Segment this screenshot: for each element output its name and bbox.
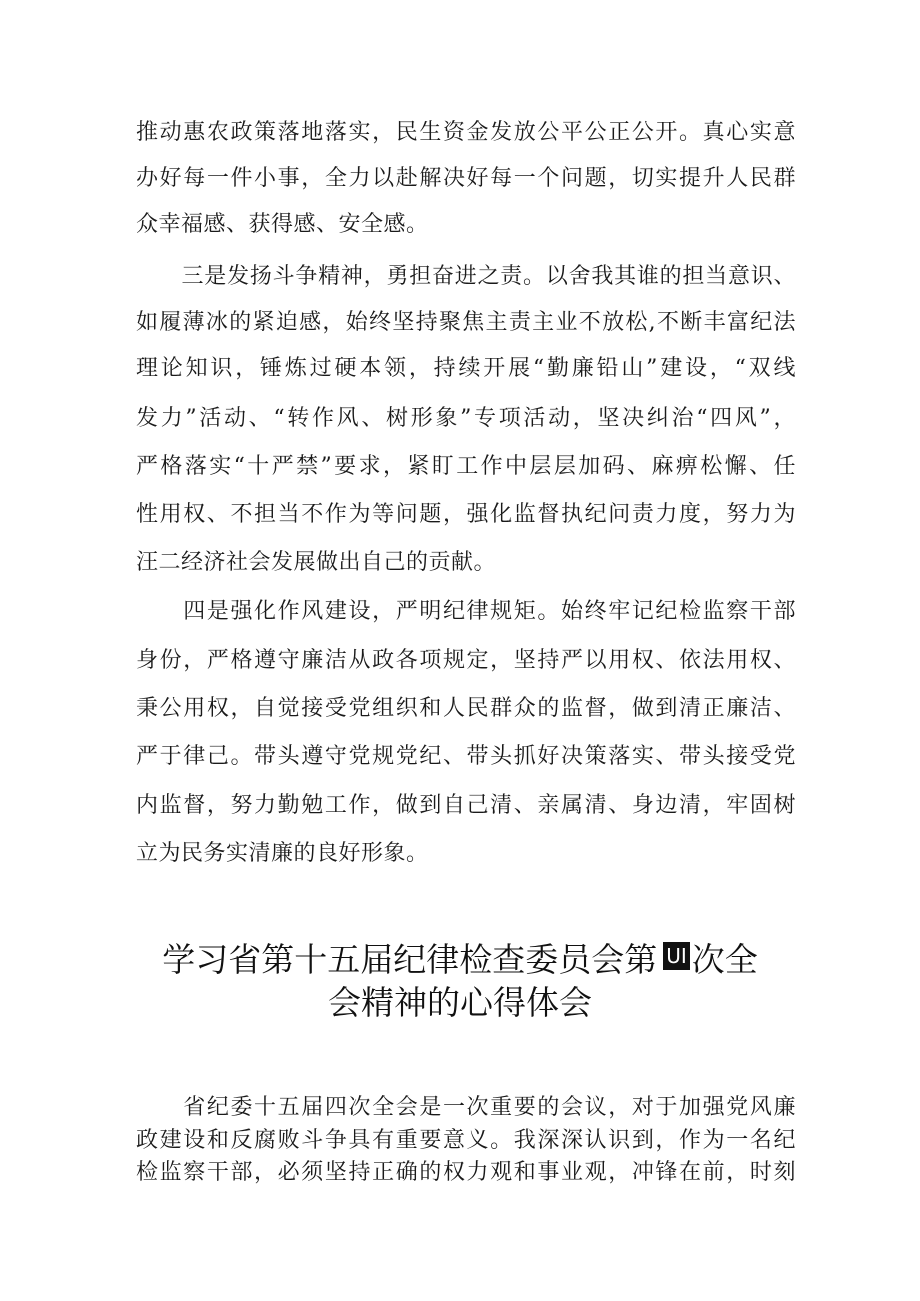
paragraph-line: 四是强化作风建设，严明纪律规矩。始终牢记纪检监察干部 (136, 599, 796, 624)
paragraph-line: 内监督，努力勤勉工作，做到自己清、亲属清、身边清，牢固树 (136, 793, 796, 818)
paragraph-line: 检监察干部，必须坚持正确的权力观和事业观，冲锋在前，时刻 (136, 1160, 796, 1185)
paragraph-line: 政建设和反腐败斗争具有重要意义。我深深认识到，作为一名纪 (136, 1128, 796, 1153)
paragraph-line: 发力”活动、“转作风、树形象”专项活动，坚决纠治“四风”， (136, 406, 796, 431)
title-part-2: 次全 (691, 940, 758, 979)
paragraph-line: 办好每一件小事，全力以赴解决好每一个问题，切实提升人民群 (136, 166, 796, 191)
paragraph-line: 秉公用权，自觉接受党组织和人民群众的监督，做到清正廉洁、 (136, 696, 796, 721)
paragraph-line: 汪二经济社会发展做出自己的贡献。 (136, 550, 497, 575)
document-title-line-2: 会精神的心得体会 (328, 983, 592, 1022)
paragraph-line: 推动惠农政策落地落实，民生资金发放公平公正公开。真心实意 (136, 120, 796, 145)
document-title-line-1 (0, 940, 920, 980)
paragraph-line: 三是发扬斗争精神，勇担奋进之责。以舍我其谁的担当意识、 (136, 264, 796, 289)
paragraph-line: 性用权、不担当不作为等问题，强化监督执纪问责力度，努力为 (136, 502, 796, 527)
paragraph-line: 身份，严格遵守廉洁从政各项规定，坚持严以用权、依法用权、 (136, 648, 796, 673)
paragraph-line: 省纪委十五届四次全会是一次重要的会议，对于加强党风廉 (136, 1095, 796, 1120)
paragraph-line: 如履薄冰的紧迫感，始终坚持聚焦主责主业不放松,不断丰富纪法 (136, 310, 796, 335)
title-part-1: 学习省第十五届纪律检查委员会第 (162, 940, 658, 979)
paragraph-line: 众幸福感、获得感、安全感。 (136, 212, 429, 237)
paragraph-line: 立为民务实清廉的良好形象。 (136, 841, 429, 866)
paragraph-line: 严格落实“十严禁”要求，紧盯工作中层层加码、麻痹松懈、任 (136, 454, 796, 479)
paragraph-line: 严于律己。带头遵守党规党纪、带头抓好决策落实、带头接受党 (136, 744, 796, 769)
paragraph-line: 理论知识，锤炼过硬本领，持续开展“勤廉铅山”建设，“双线 (136, 356, 796, 381)
title-mark: UI (663, 942, 690, 970)
